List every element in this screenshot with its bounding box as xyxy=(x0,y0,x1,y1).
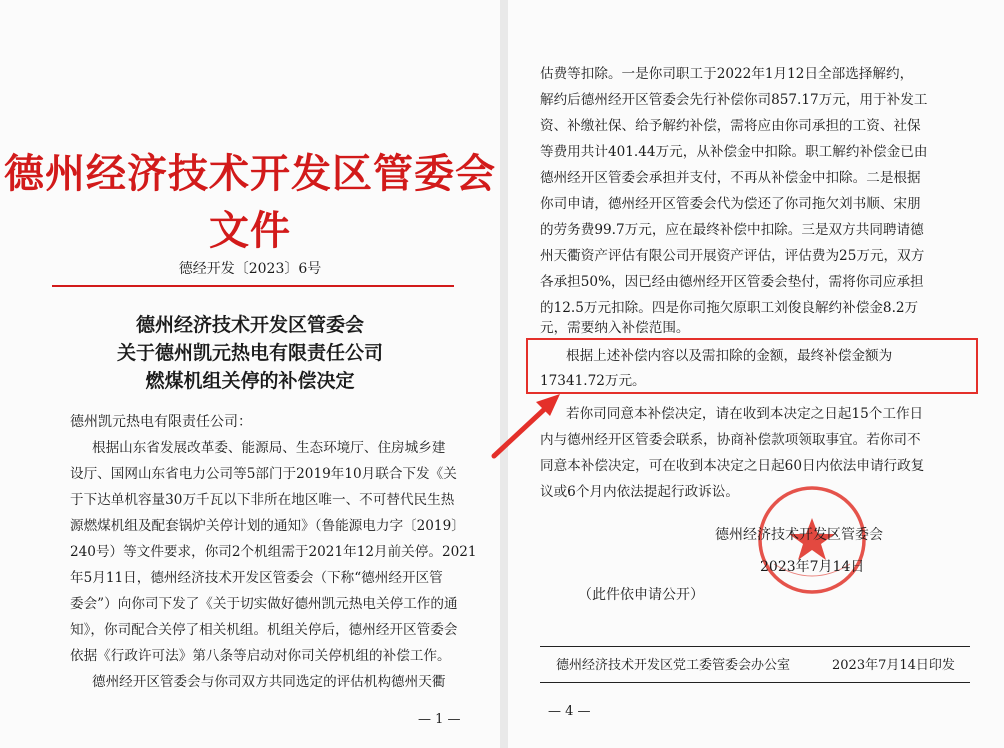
page-number-1: — 1 — xyxy=(418,712,461,727)
left-body-line: 知》，你司配合关停了相关机组。机组关停后，德州经开区管委会 xyxy=(70,622,458,638)
issuer-signature: 德州经济技术开发区管委会 xyxy=(715,527,883,543)
right-body-line: 你司申请，德州经开区管委会代为偿还了你司拖欠刘书顺、宋朋 xyxy=(540,196,921,212)
right-body2-line: 议或6个月内依法提起行政诉讼。 xyxy=(540,484,739,500)
footer-organization: 德州经济技术开发区党工委管委会办公室 xyxy=(556,658,791,673)
subtitle-line-2: 关于德州凯元热电有限责任公司 xyxy=(116,342,383,364)
left-body-line: 240号）等文件要求，你司2个机组需于2021年12月前关停。2021 xyxy=(70,544,477,560)
footer-rule-bottom xyxy=(540,682,970,683)
issue-date: 2023年7月14日 xyxy=(760,559,865,575)
right-body2-line: 同意本补偿决定，可在收到本决定之日起60日内依法申请行政复 xyxy=(540,458,925,474)
disclosure-note: （此件依申请公开） xyxy=(578,587,704,603)
footer-rule-top xyxy=(540,646,970,647)
subtitle-line-1: 德州经济技术开发区管委会 xyxy=(135,314,364,336)
right-body-line: 的12.5万元扣除。四是你司拖欠原职工刘俊良解约补偿金8.2万 xyxy=(540,300,919,316)
red-arrow-icon xyxy=(488,392,568,462)
right-body-line: 解约后德州经开区管委会先行补偿你司857.17万元，用于补发工 xyxy=(540,92,928,108)
left-body-line: 依据《行政许可法》第八条等启动对你司关停机组的补偿工作。 xyxy=(70,648,451,664)
page-gutter xyxy=(500,0,508,748)
highlight-line-1: 根据上述补偿内容以及需扣除的金额，最终补偿金额为 xyxy=(566,348,893,364)
left-body-line: 根据山东省发展改革委、能源局、生态环境厅、住房城乡建 xyxy=(92,440,446,456)
subtitle-line-3: 燃煤机组关停的补偿决定 xyxy=(145,370,355,392)
document-title: 德州经济技术开发区管委会文件 xyxy=(4,150,496,254)
page-number-4: — 4 — xyxy=(548,704,591,719)
highlight-line-2: 17341.72万元。 xyxy=(540,373,646,389)
right-body-line: 资、补缴社保、给予解约补偿，需将应由你司承担的工资、社保 xyxy=(540,118,921,134)
document-number: 德经开发〔2023〕6号 xyxy=(178,261,322,277)
left-body-line: 委会”）向你司下发了《关于切实做好德州凯元热电关停工作的通 xyxy=(70,596,458,612)
right-body-line: 德州经开区管委会承担并支付，不再从补偿金中扣除。二是根据 xyxy=(540,170,921,186)
right-body-line: 等费用共计401.44万元，从补偿金中扣除。职工解约补偿金已由 xyxy=(540,144,928,160)
red-divider-line xyxy=(52,285,454,287)
right-body-line: 各承担50%，因已经由德州经开区管委会垫付，需将你司应承担 xyxy=(540,274,924,290)
addressee: 德州凯元热电有限责任公司： xyxy=(70,414,252,430)
left-body-line: 德州经开区管委会与你司双方共同选定的评估机构德州天衢 xyxy=(92,674,446,690)
footer-print-date: 2023年7月14日印发 xyxy=(832,658,955,673)
left-body-line: 于下达单机容量30万千瓦以下非所在地区唯一、不可替代民生热 xyxy=(70,492,455,508)
left-body-line: 设厅、国网山东省电力公司等5部门于2019年10月联合下发《关 xyxy=(70,466,457,482)
right-body-line: 元，需要纳入补偿范围。 xyxy=(540,320,690,336)
right-body-line: 的劳务费99.7万元，应在最终补偿中扣除。三是双方共同聘请德 xyxy=(540,222,924,238)
right-body2-line: 若你司同意本补偿决定，请在收到本决定之日起15个工作日 xyxy=(566,406,924,422)
left-body-line: 源燃煤机组及配套锅炉关停计划的通知》（鲁能源电力字〔2019〕 xyxy=(70,518,465,534)
right-body2-line: 内与德州经开区管委会联系，协商补偿款项领取事宜。若你司不 xyxy=(540,432,921,448)
right-body-line: 估费等扣除。一是你司职工于2022年1月12日全部选择解约， xyxy=(540,66,914,82)
right-body-line: 州天衢资产评估有限公司开展资产评估，评估费为25万元，双方 xyxy=(540,248,925,264)
left-body-line: 年5月11日，德州经济技术开发区管委会（下称“德州经开区管 xyxy=(70,570,443,586)
